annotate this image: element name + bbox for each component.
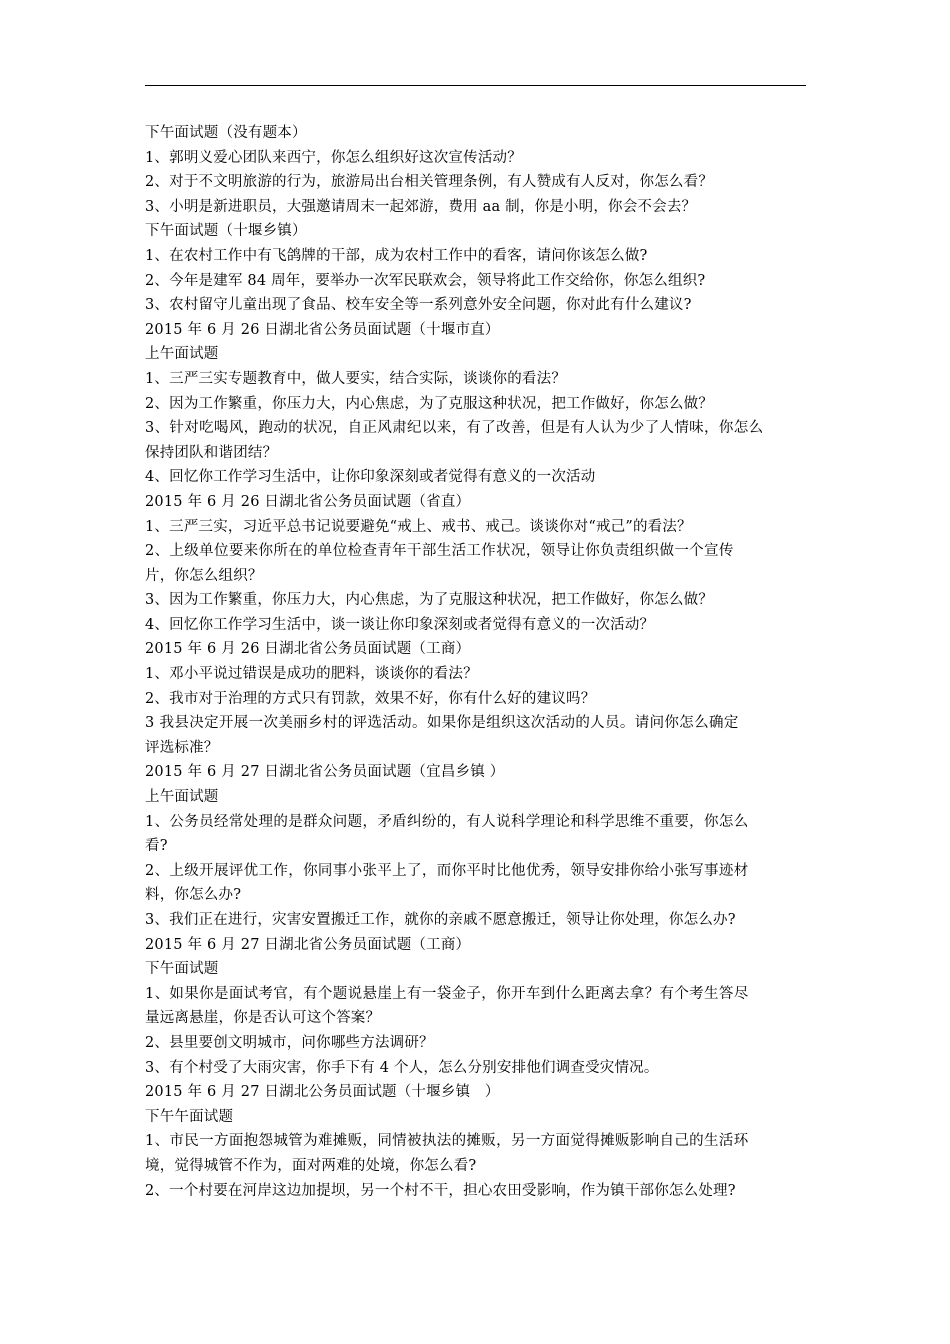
question-line: 2、对于不文明旅游的行为，旅游局出台相关管理条例，有人赞成有人反对，你怎么看？ xyxy=(145,174,714,191)
section-heading: 2015 年 6 月 26 日湖北省公务员面试题（省直） xyxy=(145,493,471,510)
question-line: 2、一个村要在河岸这边加提坝，另一个村不干，担心农田受影响，作为镇干部你怎么处理? xyxy=(145,1182,736,1199)
section-heading: 2015 年 6 月 27 日湖北省公务员面试题（宜昌乡镇 ） xyxy=(145,764,505,781)
question-line: 1、如果你是面试考官，有个题说悬崖上有一袋金子，你开车到什么距离去拿？有个考生答尽 xyxy=(145,985,749,1002)
session-heading: 下午面试题 xyxy=(145,961,219,978)
question-line: 1、市民一方面抱怨城管为难摊贩，同情被执法的摊贩，另一方面觉得摊贩影响自己的生活环 xyxy=(145,1133,749,1150)
question-line: 2、县里要创文明城市，问你哪些方法调研？ xyxy=(145,1034,434,1051)
question-line-continued: 看? xyxy=(145,838,168,855)
section-heading: 2015 年 6 月 26 日湖北省公务员面试题（十堰市直） xyxy=(145,321,500,338)
question-line-continued: 境，觉得城管不作为，面对两难的处境，你怎么看? xyxy=(145,1157,477,1174)
question-line-continued: 量远离悬崖，你是否认可这个答案？ xyxy=(145,1010,381,1027)
question-line-continued: 评选标准？ xyxy=(145,739,219,756)
question-line: 3、针对吃喝风，跑动的状况，自正风肃纪以来，有了改善，但是有人认为少了人情味，你怎么 xyxy=(145,420,764,437)
question-line: 1、在农村工作中有飞鸽牌的干部，成为农村工作中的看客，请问你该怎么做? xyxy=(145,247,648,264)
question-line: 3、我们正在进行，灾害安置搬迁工作，就你的亲戚不愿意搬迁，领导让你处理，你怎么办? xyxy=(145,912,736,928)
section-heading: 2015 年 6 月 27 日湖北公务员面试题（十堰乡镇 ） xyxy=(145,1084,500,1101)
question-line: 3、因为工作繁重，你压力大，内心焦虑，为了克服这种状况，把工作做好，你怎么做？ xyxy=(145,592,714,609)
question-line: 1、公务员经常处理的是群众问题，矛盾纠纷的，有人说科学理论和科学思维不重要，你怎么 xyxy=(145,813,749,830)
question-line-continued: 保持团队和谐团结？ xyxy=(145,444,278,461)
session-heading: 上午面试题 xyxy=(145,346,219,363)
question-line: 2、因为工作繁重，你压力大，内心焦虑，为了克服这种状况，把工作做好，你怎么做？ xyxy=(145,395,714,412)
section-heading: 下午面试题（没有题本） xyxy=(145,125,307,141)
question-line: 4、回忆你工作学习生活中，谈一谈让你印象深刻或者觉得有意义的一次活动？ xyxy=(145,616,655,633)
question-line: 2、上级单位要来你所在的单位检查青年干部生活工作状况，领导让你负责组织做一个宣传 xyxy=(145,543,734,560)
header-rule xyxy=(145,85,806,86)
section-heading: 下午面试题（十堰乡镇） xyxy=(145,223,307,240)
session-heading: 下午午面试题 xyxy=(145,1108,234,1125)
question-line-continued: 片，你怎么组织？ xyxy=(145,567,263,584)
section-heading: 2015 年 6 月 26 日湖北省公务员面试题（工商） xyxy=(145,641,471,658)
question-line: 1、邓小平说过错误是成功的肥料，谈谈你的看法？ xyxy=(145,666,478,683)
question-line: 2、我市对于治理的方式只有罚款，效果不好，你有什么好的建议吗？ xyxy=(145,690,596,707)
document-body xyxy=(145,121,809,1203)
question-line: 2、今年是建军 84 周年，要举办一次军民联欢会，领导将此工作交给你，你怎么组织? xyxy=(145,272,706,289)
session-heading: 上午面试题 xyxy=(145,789,219,806)
question-line: 3、农村留守儿童出现了食品、校车安全等一系列意外安全问题，你对此有什么建议? xyxy=(145,297,692,314)
question-line: 2、上级开展评优工作，你同事小张平上了，而你平时比他优秀，领导安排你给小张写事迹材 xyxy=(145,862,749,879)
section-heading: 2015 年 6 月 27 日湖北省公务员面试题（工商） xyxy=(145,936,471,953)
question-line: 3、小明是新进职员，大强邀请周末一起郊游，费用 aa 制，你是小明，你会不会去？ xyxy=(145,198,697,215)
question-line: 3 我县决定开展一次美丽乡村的评选活动。如果你是组织这次活动的人员。请问你怎么确定 xyxy=(145,715,739,732)
question-line-continued: 料，你怎么办? xyxy=(145,887,242,904)
question-line: 4、回忆你工作学习生活中，让你印象深刻或者觉得有意义的一次活动 xyxy=(145,469,596,486)
question-line: 1、郭明义爱心团队来西宁，你怎么组织好这次宣传活动？ xyxy=(145,149,522,166)
question-line: 1、三严三实，习近平总书记说要避免“戒上、戒书、戒己。谈谈你对“戒己”的看法？ xyxy=(145,518,692,535)
question-line: 1、三严三实专题教育中，做人要实，结合实际，谈谈你的看法？ xyxy=(145,370,567,387)
question-line: 3、有个村受了大雨灾害，你手下有 4 个人，怎么分别安排他们调查受灾情况。 xyxy=(145,1059,659,1076)
